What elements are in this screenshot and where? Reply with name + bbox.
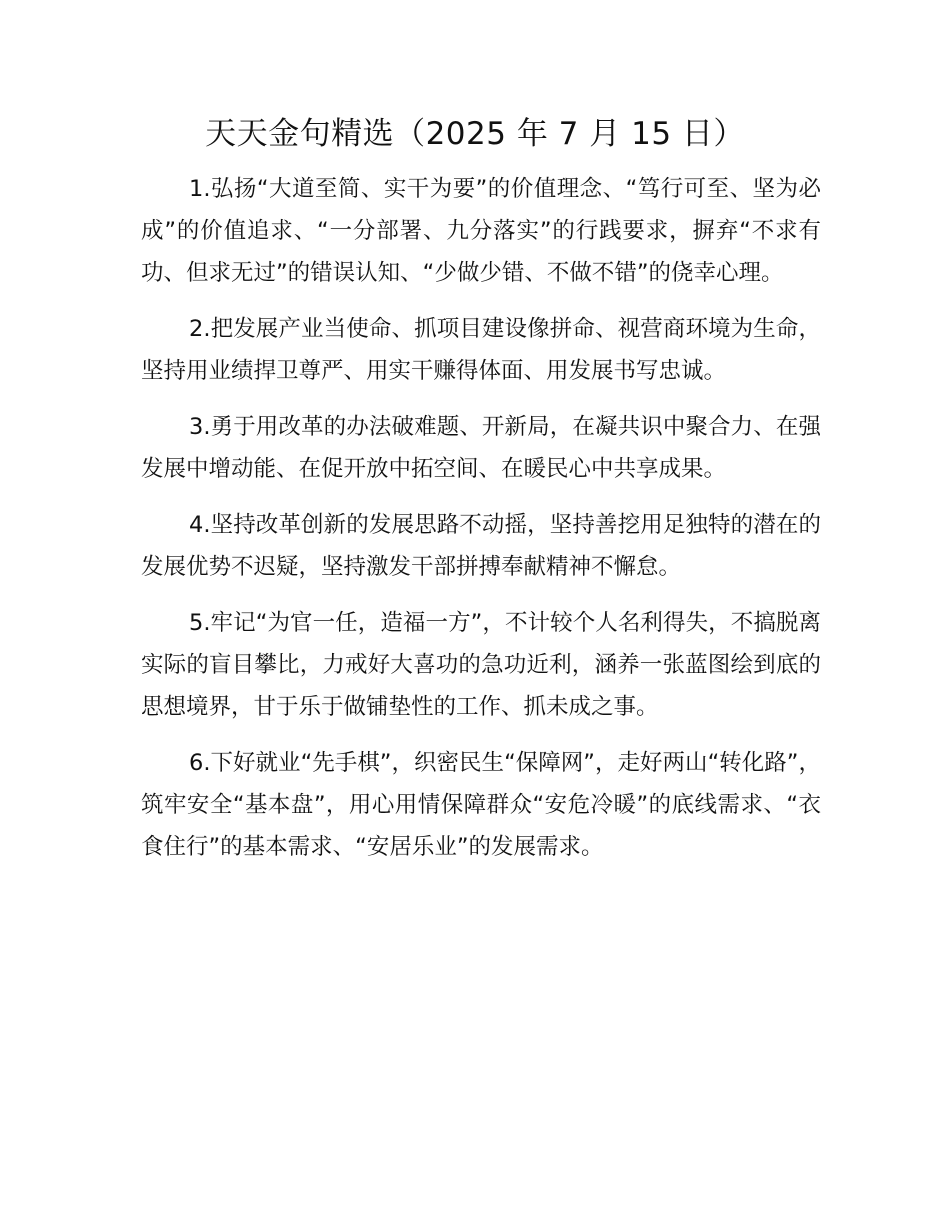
document-body xyxy=(141,168,821,882)
document-title: 天天金句精选（2025 年 7 月 15 日） xyxy=(205,116,745,152)
quote-paragraph-3: 3.勇于用改革的办法破难题、开新局，在凝共识中聚合力、在强发展中增动能、在促开放中拓空间、在暖民心中共享成果。 xyxy=(141,414,821,482)
quote-paragraph-4: 4.坚持改革创新的发展思路不动摇，坚持善挖用足独特的潜在的发展优势不迟疑，坚持激发干部拼搏奉献精神不懈怠。 xyxy=(141,512,821,580)
quote-paragraph-1: 1.弘扬“大道至简、实干为要”的价值理念、“笃行可至、坚为必成”的价值追求、“一分部署、九分落实”的行践要求，摒弃“不求有功、但求无过”的错误认知、“少做少错、不做不错”的侥幸心理。 xyxy=(141,176,821,286)
quote-paragraph-2: 2.把发展产业当使命、抓项目建设像拼命、视营商环境为生命，坚持用业绩捍卫尊严、用实干赚得体面、用发展书写忠诚。 xyxy=(141,316,821,384)
quote-paragraph-5: 5.牢记“为官一任，造福一方”，不计较个人名利得失，不搞脱离实际的盲目攀比，力戒好大喜功的急功近利，涵养一张蓝图绘到底的思想境界，甘于乐于做铺垫性的工作、抓未成之事。 xyxy=(141,610,821,720)
quote-paragraph-6: 6.下好就业“先手棋”，织密民生“保障网”，走好两山“转化路”，筑牢安全“基本盘”，用心用情保障群众“安危冷暖”的底线需求、“衣食住行”的基本需求、“安居乐业”的发展需求。 xyxy=(141,750,821,860)
